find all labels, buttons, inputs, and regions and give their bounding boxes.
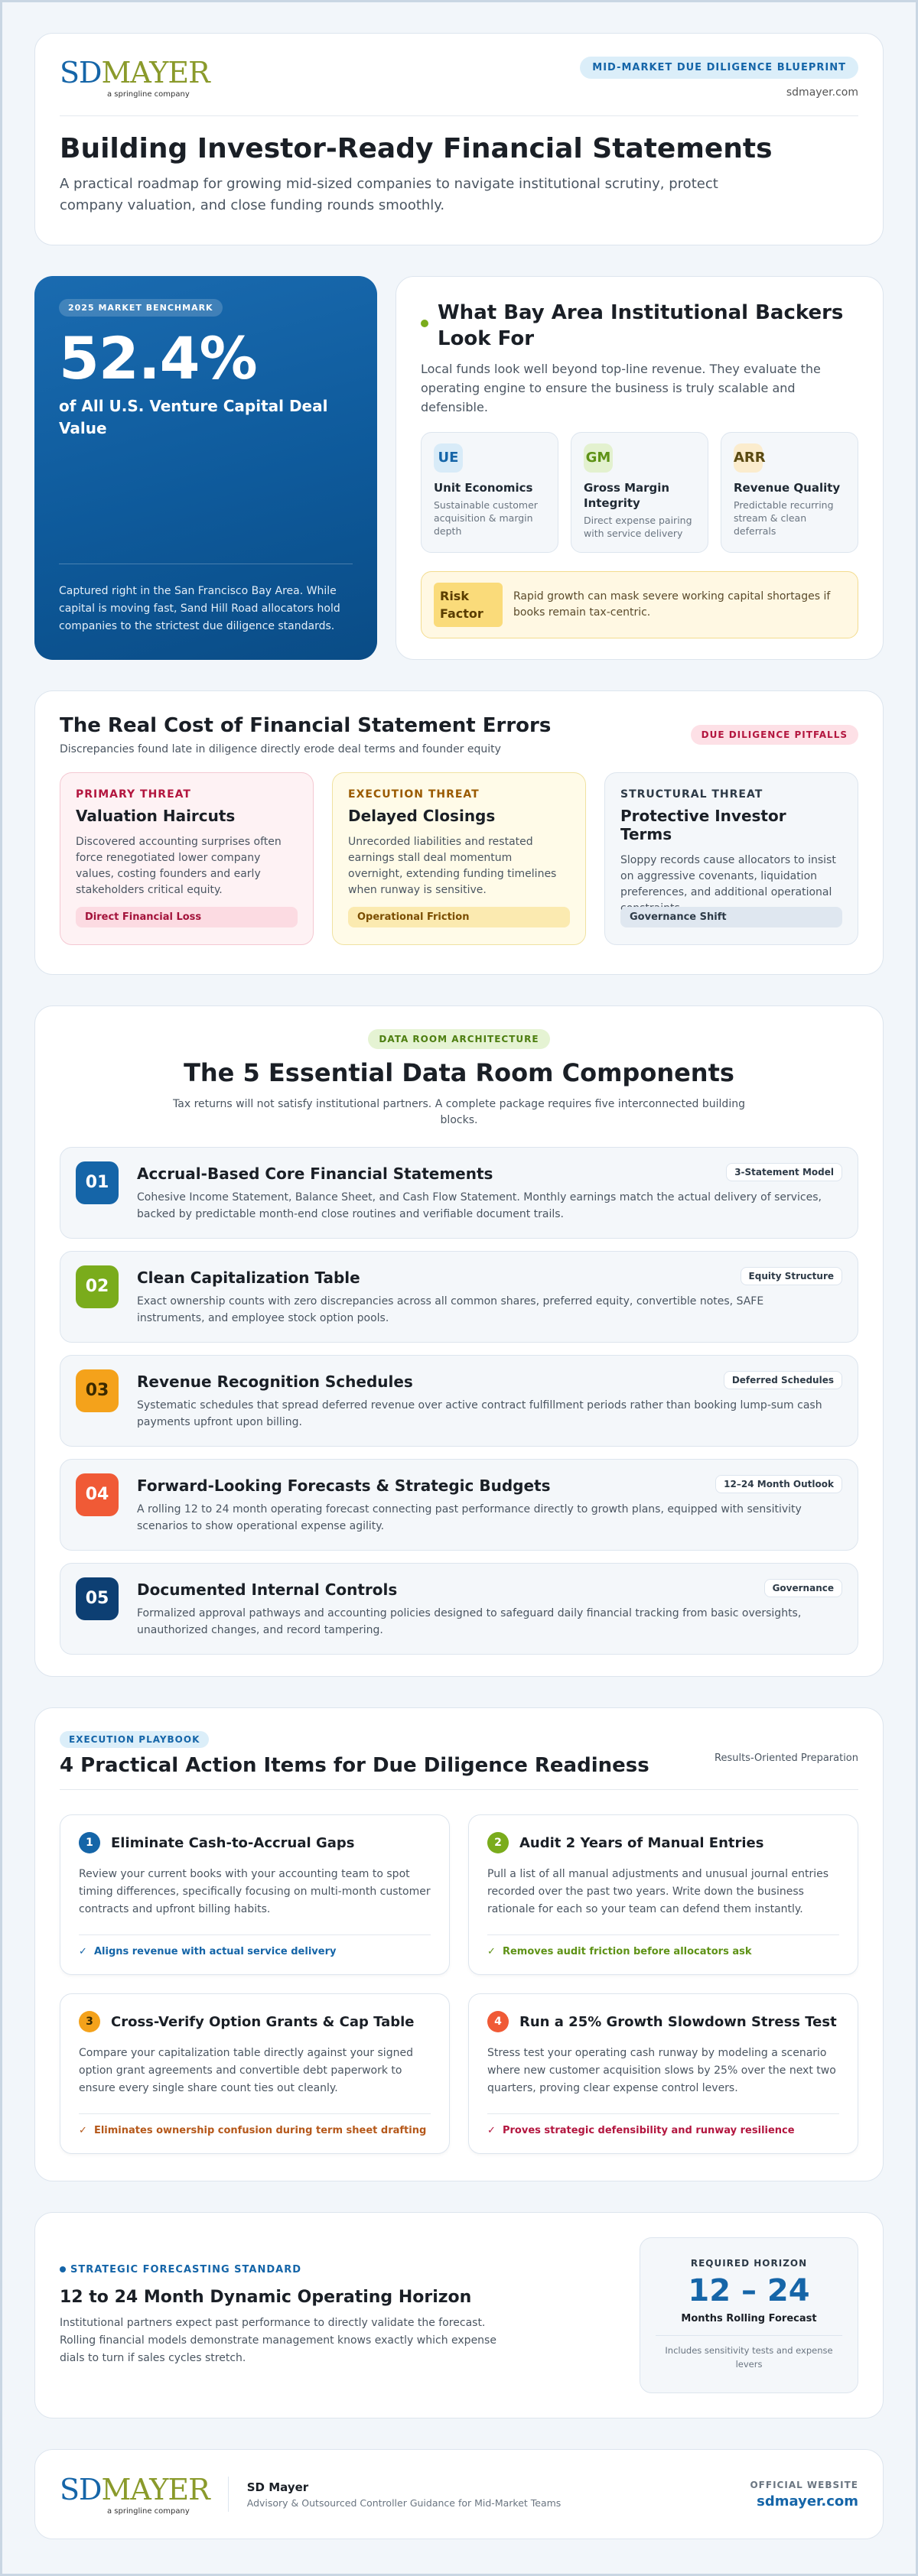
playbook-badge: EXECUTION PLAYBOOK [60,1731,209,1748]
threat-title: Valuation Haircuts [76,807,236,825]
component-row [60,1459,858,1551]
threat-tag: Direct Financial Loss [76,907,298,927]
threat-kicker: PRIMARY THREAT [76,788,191,801]
benchmark-card [34,276,377,660]
action-card [60,1993,450,2154]
horizon-box-label: Months Rolling Forecast [681,2313,817,2324]
horizon-title: 12 to 24 Month Dynamic Operating Horizon [60,2287,472,2307]
horizon-kicker-text: STRATEGIC FORECASTING STANDARD [70,2263,301,2276]
action-title: Audit 2 Years of Manual Entries [519,1834,764,1851]
component-number: 01 [76,1161,119,1204]
footer-company-name: SD Mayer [246,2480,309,2494]
footer-logo[interactable] [60,2474,210,2516]
threat-title: Protective Investor Terms [620,807,786,843]
gm-icon: GM [584,443,613,473]
metric-text: Direct expense pairing with service delivery [584,515,692,539]
component-tag: 3-Statement Model [726,1163,842,1181]
component-tag: Governance [764,1579,842,1597]
ue-icon: UE [434,443,463,473]
header-divider [60,115,858,116]
footer-description: Advisory & Outsourced Controller Guidance for Mid-Market Teams [246,2496,562,2509]
action-result-text: Proves strategic defensibility and runway resilience [502,2125,795,2136]
action-card [468,1993,858,2154]
benchmark-value: 52.4% [59,324,257,392]
action-number: 2 [487,1832,509,1853]
action-number: 1 [79,1832,100,1853]
metric-card-unit-economics [421,432,558,553]
check-icon: ✓ [79,2125,87,2136]
metric-text: Sustainable customer acquisition & margin depth [434,499,538,537]
component-number: 02 [76,1265,119,1308]
component-tag: Deferred Schedules [724,1371,842,1389]
threat-kicker: STRUCTURAL THREAT [620,788,763,801]
logo-sd: SD [60,2472,102,2506]
backers-title: What Bay Area Institutional Backers Look For [438,301,844,350]
component-tag: Equity Structure [741,1267,842,1285]
action-result-text: Removes audit friction before allocators ask [502,1946,752,1957]
metric-title: Gross Margin Integrity [584,481,670,510]
action-body: Compare your capitalization table directly against your signed option grant agreements and convertible debt paperwork to ensure every single share count ties out cleanly. [79,2047,413,2094]
cost-subtitle: Discrepancies found late in diligence directly erode deal terms and founder equity [60,743,501,755]
logo-mayer: MAYER [101,2472,210,2506]
component-number: 04 [76,1473,119,1516]
component-title: Accrual-Based Core Financial Statements [137,1165,493,1183]
action-result [487,2113,839,2136]
component-row [60,1563,858,1655]
blueprint-badge: MID-MARKET DUE DILIGENCE BLUEPRINT [580,57,858,79]
component-desc: Cohesive Income Statement, Balance Sheet, and Cash Flow Statement. Monthly earnings match the actual delivery of services, backed by predictable month-end close routines and verifiable document trails. [137,1191,822,1220]
component-desc: A rolling 12 to 24 month operating forecast connecting past performance directly to growth plans, equipped with sensitivity scenarios to show operational expense agility. [137,1503,802,1532]
logo-tagline: a springline company [107,90,190,99]
arr-icon: ARR [734,443,763,473]
action-body: Pull a list of all manual adjustments and unusual journal entries recorded over the past two years. Write down the business rationale for each so your team can defend them instantly. [487,1868,828,1915]
logo-mayer: MAYER [101,56,210,89]
logo-sd: SD [60,56,102,89]
component-row [60,1147,858,1239]
threat-tag: Governance Shift [620,907,842,927]
pitfalls-badge: DUE DILIGENCE PITFALLS [691,725,858,745]
logo-tagline: a springline company [107,2506,190,2516]
dataroom-section [34,1005,884,1677]
action-number: 3 [79,2011,100,2032]
component-desc: Systematic schedules that spread deferred revenue over active contract fulfillment periods rather than booking lump-sum cash payments upfront upon billing. [137,1399,822,1428]
horizon-box-kicker: REQUIRED HORIZON [690,2258,808,2269]
benchmark-footnote: Captured right in the San Francisco Bay Area. While capital is moving fast, Sand Hill Road allocators hold companies to the strictest due diligence standards. [59,564,353,635]
action-result-text: Eliminates ownership confusion during term sheet drafting [93,2125,427,2136]
required-horizon-box [640,2237,858,2393]
dataroom-subtitle: Tax returns will not satisfy institutional partners. A complete package requires five interconnected building blocks. [173,1098,745,1126]
action-result [79,1934,431,1957]
component-desc: Formalized approval pathways and accounting policies designed to safeguard daily financial tracking from basic oversights, unauthorized changes, and record tampering. [137,1607,802,1636]
threat-card-valuation [60,772,314,945]
metric-text: Predictable recurring stream & clean deferrals [734,499,834,537]
check-icon: ✓ [79,1946,87,1957]
component-title: Clean Capitalization Table [137,1269,360,1287]
metric-title: Unit Economics [434,481,533,495]
action-result [487,1934,839,1957]
risk-factor-tag: Risk Factor [434,583,503,627]
horizon-kicker [60,2264,519,2276]
benchmark-row [34,276,884,660]
horizon-box-divider [656,2335,842,2336]
cost-section [34,690,884,975]
footer-website-label: OFFICIAL WEBSITE [750,2479,858,2490]
threat-kicker: EXECUTION THREAT [348,788,480,801]
threat-body: Sloppy records cause allocators to insist on aggressive covenants, liquidation preferences, and additional operational [620,854,836,898]
component-title: Forward-Looking Forecasts & Strategic Budgets [137,1476,551,1495]
action-card [468,1814,858,1975]
backers-description: Local funds look well beyond top-line revenue. They evaluate the operating engine to ensure the business is truly scalable and defensible. [421,362,821,414]
footer-divider [228,2477,229,2512]
action-number: 4 [487,2011,509,2032]
playbook-title: 4 Practical Action Items for Due Diligence Readiness [60,1754,649,1777]
component-desc: Exact ownership counts with zero discrepancies across all common shares, preferred equity, convertible notes, SAFE instruments, and employee stock option pools. [137,1295,764,1324]
action-result-text: Aligns revenue with actual service delivery [93,1946,337,1957]
header-card [34,33,884,245]
threat-body: Discovered accounting surprises often force renegotiated lower company values, costing founders and early stakeholders critical equity. [76,836,282,896]
cost-title: The Real Cost of Financial Statement Errors [60,714,552,737]
horizon-body: Institutional partners expect past performance to directly validate the forecast. Rolling financial models demonstrate management knows exactly which expense dials to turn if sales cycles stretch. [60,2316,496,2364]
action-title: Eliminate Cash-to-Accrual Gaps [111,1834,355,1851]
dataroom-badge: DATA ROOM ARCHITECTURE [368,1029,549,1049]
benchmark-label: of All U.S. Venture Capital Deal Value [59,397,328,437]
component-number: 03 [76,1369,119,1412]
component-row [60,1251,858,1343]
check-icon: ✓ [487,1946,496,1957]
metric-title: Revenue Quality [734,481,841,495]
sd-mayer-logo[interactable] [60,57,210,99]
component-title: Revenue Recognition Schedules [137,1372,413,1391]
component-row [60,1355,858,1447]
horizon-box-note: Includes sensitivity tests and expense levers [665,2345,833,2370]
component-tag: 12–24 Month Outlook [715,1475,842,1493]
playbook-section [34,1707,884,2181]
component-number: 05 [76,1577,119,1620]
page-title: Building Investor-Ready Financial Statements [60,133,773,164]
footer-website-link[interactable]: sdmayer.com [757,2493,858,2509]
threat-body: Unrecorded liabilities and restated earnings stall deal momentum overnight, extending funding timelines when runway is sensitive. [348,836,557,896]
threat-card-investor-terms [604,772,858,945]
action-body: Stress test your operating cash runway by modeling a scenario where new customer acquisition slows by 25% over the next two quarters, proving clear expense control levers. [487,2047,836,2094]
action-body: Review your current books with your accounting team to spot timing differences, specifically focusing on multi-month customer contracts and upfront billing habits. [79,1868,431,1915]
threat-tag: Operational Friction [348,907,570,927]
action-title: Run a 25% Growth Slowdown Stress Test [519,2013,837,2030]
threat-card-closings [332,772,586,945]
metric-card-revenue-quality [721,432,858,553]
green-dot-icon [421,320,428,327]
horizon-section [34,2212,884,2418]
footer [34,2449,884,2539]
backers-card [396,276,884,660]
header-site-link[interactable]: sdmayer.com [786,86,858,99]
threat-title: Delayed Closings [348,807,496,825]
check-icon: ✓ [487,2125,496,2136]
horizon-box-value: 12 – 24 [688,2273,810,2308]
page-subtitle: A practical roadmap for growing mid-sized companies to navigate institutional scrutiny, protect company valuation, and close funding rounds smoothly. [60,176,718,213]
metric-card-gross-margin [571,432,708,553]
action-card [60,1814,450,1975]
risk-callout [421,571,858,638]
action-title: Cross-Verify Option Grants & Cap Table [111,2013,415,2030]
action-result [79,2113,431,2136]
playbook-divider [60,1789,858,1790]
dataroom-title: The 5 Essential Data Room Components [184,1058,734,1087]
risk-text: Rapid growth can mask severe working capital shortages if books remain tax-centric. [513,590,831,619]
blue-dot-icon [60,2266,66,2272]
benchmark-pill: 2025 MARKET BENCHMARK [59,299,223,317]
playbook-note: Results-Oriented Preparation [715,1753,858,1764]
component-title: Documented Internal Controls [137,1580,398,1599]
